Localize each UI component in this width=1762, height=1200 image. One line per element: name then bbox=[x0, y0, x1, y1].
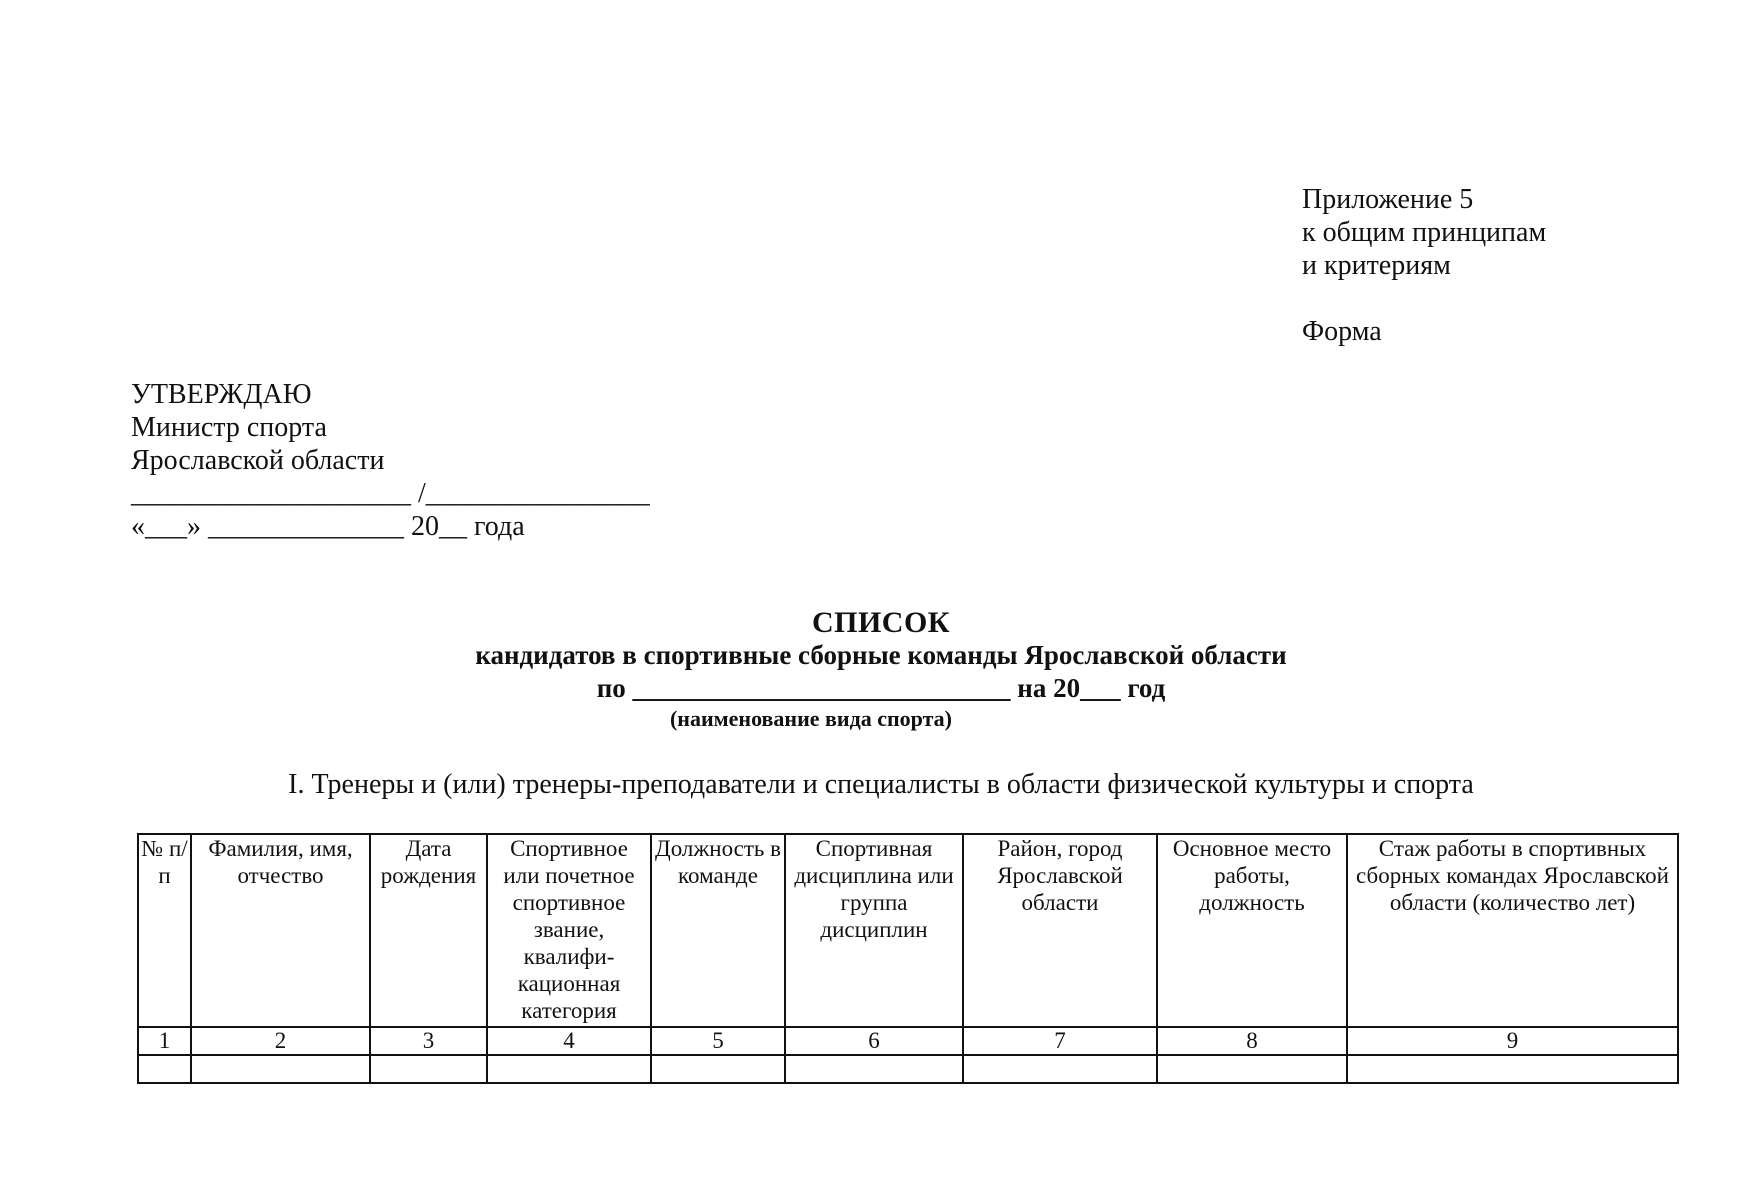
form-label: Форма bbox=[1302, 316, 1382, 347]
table-header-row bbox=[138, 834, 1678, 1027]
table-header-cell: Стаж работы в спортивных сборных командах Ярославской области (количество лет) bbox=[1347, 834, 1678, 1027]
date-line: «___» ______________ 20__ года bbox=[131, 511, 525, 542]
column-number-cell: 5 bbox=[651, 1027, 785, 1055]
column-number-cell: 3 bbox=[370, 1027, 487, 1055]
table-row bbox=[138, 1055, 1678, 1083]
sport-name-caption: (наименование вида спорта) bbox=[669, 706, 953, 731]
empty-cell bbox=[1157, 1055, 1347, 1083]
empty-cell bbox=[138, 1055, 191, 1083]
column-number-cell: 1 bbox=[138, 1027, 191, 1055]
table-header-cell: Дата рождения bbox=[370, 834, 487, 1027]
annex-line-3: и критериям bbox=[1302, 250, 1451, 281]
table-header-cell: Район, город Ярославской области bbox=[963, 834, 1157, 1027]
empty-cell bbox=[370, 1055, 487, 1083]
table-header-cell: Основное место работы, должность bbox=[1157, 834, 1347, 1027]
empty-cell bbox=[487, 1055, 651, 1083]
approval-line-3: Ярославской области bbox=[131, 445, 385, 476]
empty-cell bbox=[651, 1055, 785, 1083]
annex-line-1: Приложение 5 bbox=[1302, 184, 1474, 215]
approval-line-2: Министр спорта bbox=[131, 412, 327, 443]
column-number-row bbox=[138, 1027, 1678, 1055]
column-number-cell: 8 bbox=[1157, 1027, 1347, 1055]
title-line-2: кандидатов в спортивные сборные команды Ярославской области bbox=[475, 640, 1287, 670]
table-header-cell: Должность в команде bbox=[651, 834, 785, 1027]
candidates-table bbox=[137, 833, 1679, 1084]
column-number-cell: 9 bbox=[1347, 1027, 1678, 1055]
table-header-cell: № п/п bbox=[138, 834, 191, 1027]
empty-cell bbox=[963, 1055, 1157, 1083]
column-number-cell: 6 bbox=[785, 1027, 963, 1055]
approval-line-1: УТВЕРЖДАЮ bbox=[131, 379, 312, 410]
signature-line: ____________________ /________________ bbox=[131, 478, 650, 509]
empty-cell bbox=[191, 1055, 370, 1083]
document-title: СПИСОК bbox=[811, 606, 951, 639]
table-header-cell: Спортивная дисциплина или группа дисциплин bbox=[785, 834, 963, 1027]
table-header-cell: Спортивное или почетное спортивное звание, квалифи-кационная категория bbox=[487, 834, 651, 1027]
section-heading: I. Тренеры и (или) тренеры-преподаватели и специалисты в области физической культуры и спорта bbox=[288, 769, 1474, 800]
annex-block bbox=[1302, 183, 1546, 348]
title-line-3: по ____________________________ на 20___ год bbox=[596, 673, 1166, 703]
document-title-block bbox=[0, 606, 1762, 733]
annex-spacer bbox=[1302, 282, 1546, 315]
approval-block bbox=[131, 378, 650, 543]
column-number-cell: 7 bbox=[963, 1027, 1157, 1055]
empty-cell bbox=[785, 1055, 963, 1083]
column-number-cell: 4 bbox=[487, 1027, 651, 1055]
column-number-cell: 2 bbox=[191, 1027, 370, 1055]
annex-line-2: к общим принципам bbox=[1302, 217, 1547, 248]
empty-cell bbox=[1347, 1055, 1678, 1083]
table-header-cell: Фамилия, имя, отчество bbox=[191, 834, 370, 1027]
